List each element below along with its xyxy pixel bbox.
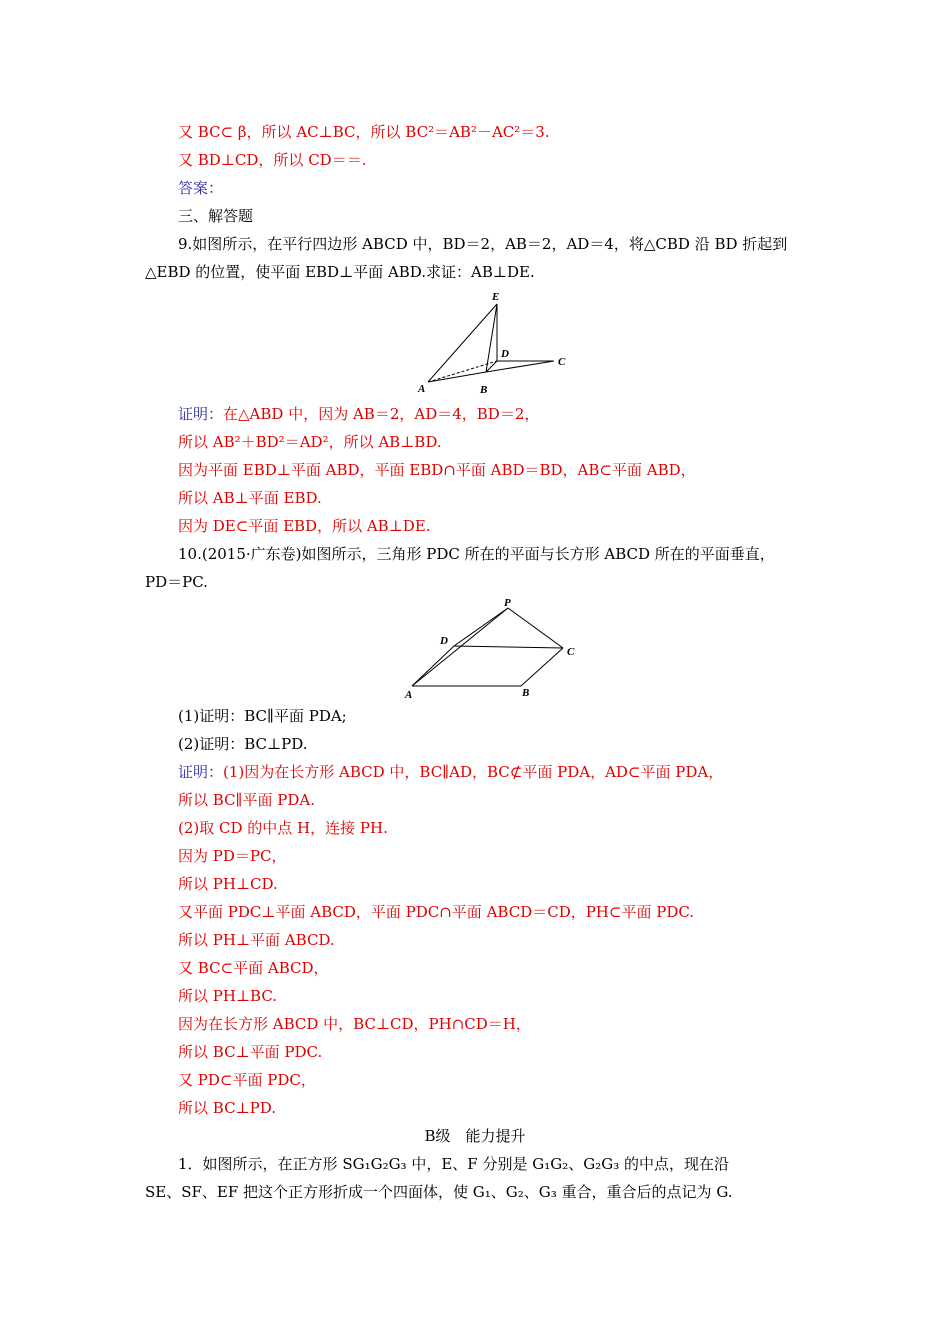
proof-10-line8: 又 BC⊂平面 ABCD， bbox=[178, 959, 329, 977]
proof-10-line13: 所以 BC⊥PD. bbox=[178, 1099, 277, 1117]
proof-text: 在△ABD 中，因为 AB＝2，AD＝4，BD＝2， bbox=[223, 405, 540, 423]
question-9-line2: △EBD 的位置，使平面 EBD⊥平面 ABD.求证：AB⊥DE. bbox=[145, 263, 535, 281]
answer-line-cd: 又 BD⊥CD，所以 CD＝＝. bbox=[178, 151, 367, 169]
proof-10-line12: 又 PD⊂平面 PDC， bbox=[178, 1071, 316, 1089]
edge-pc bbox=[508, 608, 563, 648]
label-c: C bbox=[567, 646, 575, 658]
section-b-heading: B级 能力提升 bbox=[424, 1127, 526, 1145]
proof-label: 证明： bbox=[178, 405, 224, 423]
proof-10-line9: 所以 PH⊥BC. bbox=[178, 987, 278, 1005]
answer-label: 答案： bbox=[178, 179, 224, 197]
label-e: E bbox=[492, 291, 500, 303]
label-a: A bbox=[418, 383, 426, 395]
proof-10-line4: 因为 PD＝PC， bbox=[178, 847, 287, 865]
proof-10-line11: 所以 BC⊥平面 PDC. bbox=[178, 1043, 323, 1061]
proof-text: (1)因为在长方形 ABCD 中，BC∥AD，BC⊄平面 PDA，AD⊂平面 PDA， bbox=[223, 763, 724, 781]
answer-line-bc: 又 BC⊂ β，所以 AC⊥BC，所以 BC²＝AB²－AC²＝3. bbox=[178, 123, 550, 141]
proof-10-line6: 又平面 PDC⊥平面 ABCD，平面 PDC∩平面 ABCD＝CD，PH⊂平面 PDC. bbox=[178, 903, 695, 921]
question-10-part2: (2)证明：BC⊥PD. bbox=[178, 735, 308, 753]
label-a: A bbox=[405, 689, 413, 701]
question-10-part1: (1)证明：BC∥平面 PDA; bbox=[178, 707, 347, 725]
label-d: D bbox=[501, 348, 509, 360]
proof-9-line2: 所以 AB²＋BD²＝AD²，所以 AB⊥BD. bbox=[178, 433, 442, 451]
question-b1-line1: 1．如图所示，在正方形 SG₁G₂G₃ 中，E、F 分别是 G₁G₂、G₂G₃ 的中点，现在沿 bbox=[178, 1155, 729, 1173]
edge-pd bbox=[454, 608, 508, 646]
proof-10-line3: (2)取 CD 的中点 H，连接 PH. bbox=[178, 819, 388, 837]
proof-10-line1 bbox=[178, 762, 723, 782]
label-b: B bbox=[480, 384, 488, 396]
figure-pyramid-rectangle bbox=[400, 598, 590, 702]
figure-folded-parallelogram bbox=[410, 288, 575, 398]
proof-9-line4: 所以 AB⊥平面 EBD. bbox=[178, 489, 322, 507]
question-10-line1: 10.(2015·广东卷)如图所示，三角形 PDC 所在的平面与长方形 ABCD 所在的平面垂直， bbox=[178, 545, 775, 563]
proof-10-line2: 所以 BC∥平面 PDA. bbox=[178, 791, 315, 809]
edge-bc bbox=[486, 361, 554, 372]
question-10-line2: PD＝PC. bbox=[145, 573, 208, 591]
label-b: B bbox=[522, 687, 530, 699]
section-heading: 三、解答题 bbox=[178, 207, 254, 225]
proof-10-line5: 所以 PH⊥CD. bbox=[178, 875, 278, 893]
edge-ad bbox=[412, 646, 454, 686]
proof-label: 证明： bbox=[178, 763, 224, 781]
edge-dc bbox=[454, 646, 563, 648]
label-p: P bbox=[504, 598, 511, 609]
label-c: C bbox=[558, 356, 566, 368]
proof-9-line3: 因为平面 EBD⊥平面 ABD，平面 EBD∩平面 ABD＝BD，AB⊂平面 ABD， bbox=[178, 461, 696, 479]
label-d: D bbox=[440, 635, 448, 647]
proof-9-line5: 因为 DE⊂平面 EBD，所以 AB⊥DE. bbox=[178, 517, 431, 535]
edge-bc bbox=[521, 648, 563, 686]
proof-10-line10: 因为在长方形 ABCD 中，BC⊥CD，PH∩CD＝H， bbox=[178, 1015, 531, 1033]
question-9-line1: 9.如图所示，在平行四边形 ABCD 中，BD＝2，AB＝2，AD＝4，将△CBD 沿 BD 折起到 bbox=[178, 235, 788, 253]
proof-9-line1 bbox=[178, 404, 539, 424]
question-b1-line2: SE、SF、EF 把这个正方形折成一个四面体，使 G₁、G₂、G₃ 重合，重合后的点记为 G. bbox=[145, 1183, 733, 1201]
proof-10-line7: 所以 PH⊥平面 ABCD. bbox=[178, 931, 335, 949]
